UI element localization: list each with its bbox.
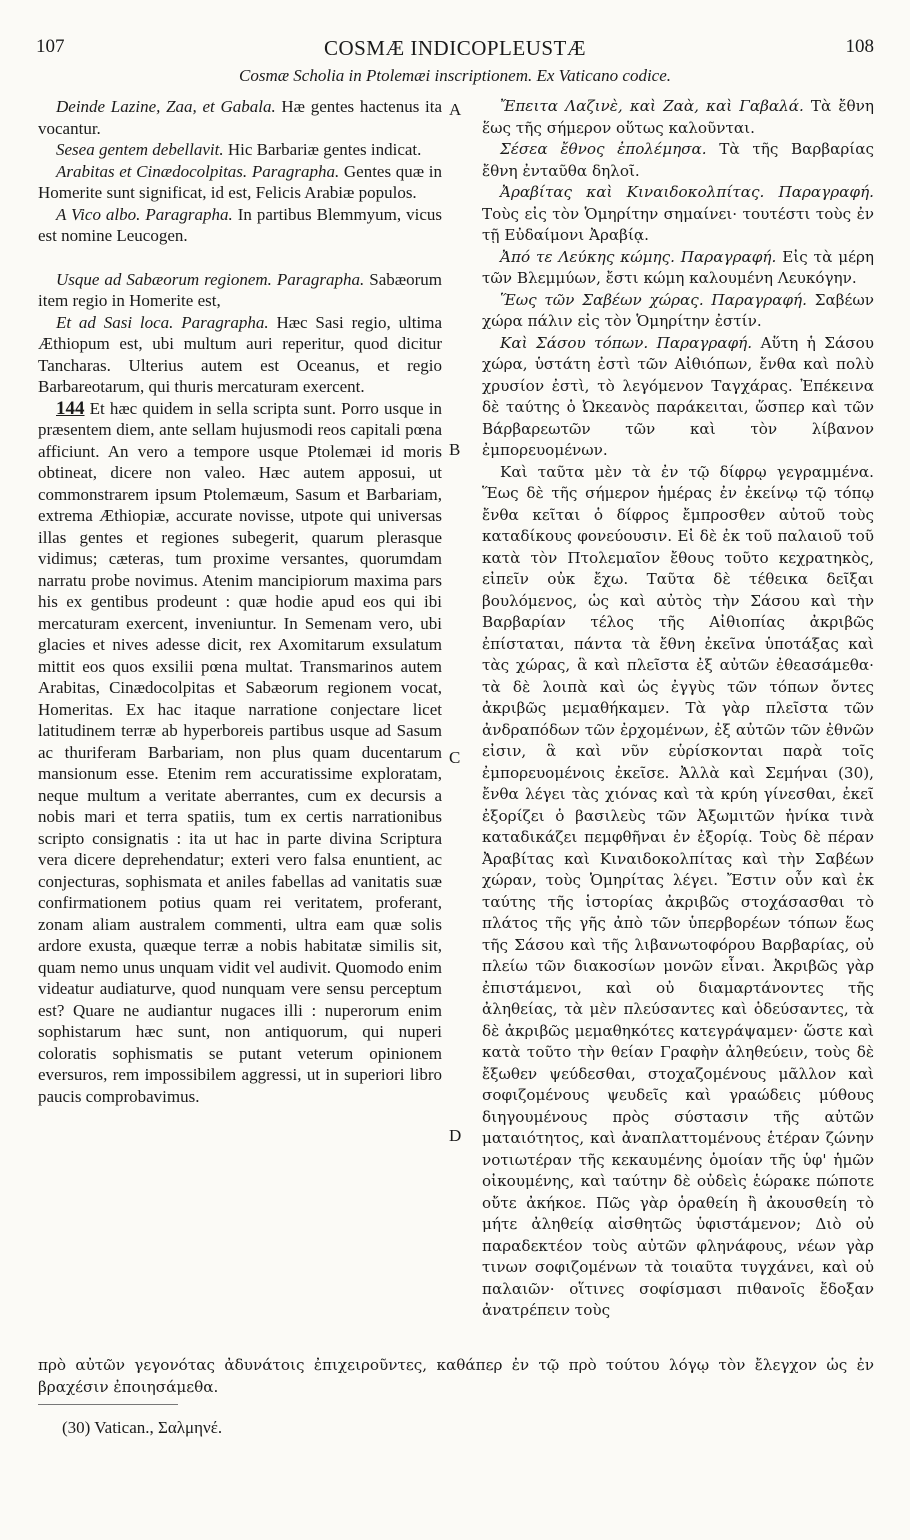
greek-paragraph-7 — [482, 462, 874, 1322]
greek-text-5: Σαβέων χώρα πάλιν εἰς τὸν Ὁμηρίτην ἐστίν. — [482, 290, 875, 330]
latin-lemma-5: Usque ad Sabæorum regionem. Paragrapha. — [56, 269, 365, 289]
latin-paragraph-5 — [38, 269, 442, 312]
latin-lemma-2: Sesea gentem debellavit. — [56, 140, 224, 159]
greek-text-3: Τοὺς εἰς τὸν Ὁμηρίτην σημαίνει· τουτέστι τοὺς ἐν τῇ Εὐδαίμονι Ἀραβίᾳ. — [482, 204, 874, 244]
latin-paragraph-1 — [38, 96, 442, 139]
latin-paragraph-3 — [38, 161, 442, 204]
latin-lemma-6: Et ad Sasi loca. Paragrapha. — [56, 312, 269, 332]
greek-lemma-3: Ἀραβίτας καὶ Κιναιδοκολπίτας. Παραγραφή. — [500, 183, 874, 201]
margin-marker-c: C — [449, 748, 461, 767]
margin-marker-d: D — [449, 1126, 462, 1145]
latin-lemma-1: Deinde Lazine, Zaa, et Gabala. — [56, 97, 276, 116]
latin-text-2: Hic Barbariæ gentes indicat. — [227, 140, 422, 159]
footnote-divider — [38, 1404, 178, 1405]
latin-lemma-3: Arabitas et Cinædocolpitas. Paragrapha. — [56, 161, 340, 181]
margin-marker-b: B — [449, 440, 461, 459]
latin-paragraph-6 — [38, 312, 442, 398]
greek-lemma-2: Σέσεα ἔθνος ἐπολέμησα. — [500, 140, 707, 158]
greek-lemma-4: Ἀπό τε Λεύκης κώμης. Παραγραφή. — [500, 247, 777, 266]
latin-text-5: Sabæorum item regio in Homerite est, — [38, 269, 442, 310]
page-number-right: 108 — [845, 36, 874, 57]
greek-text-4: Εἰς τὰ μέρη τῶν Βλεμμύων, ἔστι κώμη καλουμένη Λευκόγην. — [482, 247, 874, 287]
greek-lemma-5: Ἕως τῶν Σαβέων χώρας. Παραγραφή. — [500, 290, 807, 309]
greek-lemma-6: Καὶ Σάσου τόπων. Παραγραφή. — [500, 333, 753, 352]
section-number: 144 — [56, 397, 85, 419]
latin-text-3: Gentes quæ in Homerite sunt significat, id est, Felicis Arabiæ populos. — [38, 161, 442, 202]
greek-continuation — [38, 1355, 874, 1398]
latin-lemma-4: A Vico albo. Paragrapha. — [56, 204, 233, 224]
greek-paragraph-3 — [482, 182, 874, 247]
greek-lemma-1: Ἔπειτα Λαζινὲ, καὶ Ζαὰ, καὶ Γαβαλά. — [500, 97, 804, 115]
page-number-left: 107 — [36, 36, 65, 57]
greek-column — [482, 96, 874, 1322]
greek-paragraph-5 — [482, 290, 874, 333]
greek-paragraph-4 — [482, 247, 874, 290]
latin-paragraph-2 — [38, 139, 442, 161]
latin-text-6: Hæc Sasi regio, ultima Æthiopum est, ubi multum auri reperitur, quod dicitur Tancharas. Ulterius autem est Oceanus, et regio Barbareotarum, qui thuris mercaturam exercent. — [38, 312, 443, 396]
greek-continuation-text: πρὸ αὐτῶν γεγονότας ἀδυνάτοις ἐπιχειροῦντες, καθάπερ ἐν τῷ πρὸ τούτου λόγῳ τὸν ἔλεγχον ὡς ἐν βραχέσιν ἐποιησάμεθα. — [38, 1356, 874, 1396]
latin-paragraph-4 — [38, 204, 442, 247]
latin-paragraph-7 — [38, 398, 442, 1108]
greek-paragraph-1 — [482, 96, 874, 139]
spacer — [38, 247, 442, 269]
greek-text-1: Τὰ ἔθνη ἕως τῆς σήμερον οὕτως καλοῦνται. — [482, 97, 874, 137]
greek-paragraph-2 — [482, 139, 874, 182]
greek-text-6: Αὕτη ἡ Σάσου χώρα, ὑστάτη ἐστὶ τῶν Αἰθιόπων, ἔνθα καὶ πολὺ χρυσίον ἐστὶ, τὸ λεγόμενον Ταγχάρας. Ἐπέκεινα δὲ ταύτης ὁ Ὠκεανὸς παράκειται, ὥσπερ καὶ τῶν Βάρβαρεωτῶν τῶν καὶ τὸν λίβανον ἐμπορευομένων. — [482, 333, 874, 459]
greek-text-2: Τὰ τῆς Βαρβαρίας ἔθνη ἐνταῦθα δηλοῖ. — [482, 140, 875, 180]
page-subtitle: Cosmæ Scholia in Ptolemæi inscriptionem. Ex Vaticano codice. — [238, 66, 672, 85]
margin-marker-a: A — [449, 100, 462, 119]
greek-paragraph-6 — [482, 333, 874, 462]
page-header — [36, 36, 874, 62]
latin-text-7: Et hæc quidem in sella scripta sunt. Porro usque in præsentem diem, ante sellam hujusmodi reos capitali pœna afficiunt. An vero a tempore usque Ptolemæi id moris obtineat, dicere non valeo. Hæc autem apposui, ut commonstrarem ipsum Ptolemæum, Sasum et Barbariam, extrema Æthiopiæ, accurate novisse, utpote qui universas illas gentes et regiones subegerit, quarum plerasque vidimus; cæteras, tum proxime versantes, quorumdam narratu probe novimus. Atenim mancipiorum maxima pars his ex gentibus prodeunt : quæ hodie apud eos qui ibi mercaturam exercent, inveniuntur. In Semenam vero, ubi glacies et nives adesse dicit, rex Axomitarum exsulatum mittit eos quos exsilii pœna multat. Transmarinos autem Arabitas, Cinædocolpitas et Sabæorum regionem vocat, Homeritas. Ex hac itaque narratione conjectare licet latitudinem terræ ab hyperboreis partibus usque ad Sasum ac thuriferam Barbariam, non plus quam ducentarum mansionum esse. Etenim rem accuratissime exploratam, neque multum a veritate aberrantes, cum ex decursis a nobis mari et terra spatiis, tum ex certis narrationibus scripto consignatis : ita ut hac in parte divina Scriptura vera dicere deprehendatur; exteri vero falsa enuntient, ac conjecturas, sophismata et aniles fabellas ad vanitatis suæ confirmationem potius quam rei veritatem, proferant, zonam aliam australem commenti, ultra eam quæ solis ardore exusta, quæque terræ a nobis habitatæ similis sit, quam nemo unus unquam vidit vel audivit. Quomodo enim videatur audiaturve, quod nunquam vere sensu perceptum est? Quare ne audiantur nugaces illi : nuperorum enim sophistarum hæc sunt, non antiquorum, qui nuperi coloratis sophismatis se putant veterum opinionem eversuros, rem impossibilem aggressi, ut in superiori libro paucis comprobavimus. — [38, 398, 442, 1106]
running-title: COSMÆ INDICOPLEUSTÆ — [323, 36, 587, 60]
footnote: (30) Vatican., Σαλμηνέ. — [62, 1418, 223, 1437]
latin-text-4: In partibus Blemmyum, vicus est nomine Leucogen. — [38, 204, 443, 245]
latin-column — [38, 96, 442, 1107]
latin-text-1: Hæ gentes hactenus ita vocantur. — [38, 97, 443, 138]
greek-text-7: Καὶ ταῦτα μὲν τὰ ἐν τῷ δίφρῳ γεγραμμένα. Ἕως δὲ τῆς σήμερον ἡμέρας ἐν ἐκείνῳ τῷ τόπῳ ἔνθα κεῖται ὁ δίφρος ἔμπροσθεν αὐτοῦ τοὺς καταδίκους φονεύουσιν. Εἰ δὲ ἐκ τοῦ παλαιοῦ τοῦ κατὰ τὸν Πτολεμαῖον ἔθους τοῦτο κεχρατηκὸς, εἰπεῖν οὐκ ἔχω. Ταῦτα δὲ τέθεικα δεῖξαι βουλόμενος, ὡς καὶ αὐτὸς τὴν Σάσου καὶ τὴν Βαρβαρίαν τέλος τῆς Αἰθιοπίας ἀκριβῶς ἐπίσταται, πάντα τὰ ἔθνη ἐκεῖνα ὑποτάξας καὶ τὰς χώρας, ἃ καὶ πλεῖστα ἐξ αὐτῶν ἐθεασάμεθα· τὰ δὲ λοιπὰ καὶ ὡς ἐγγὺς τῶν τόπων ὄντες ἀκριβῶς μεμαθήκαμεν. Τὰ γὰρ πλεῖστα τῶν ἀνδραπόδων τῶν ἐρχομένων, ἐξ αὐτῶν τῶν ἐθνῶν εἰσιν, ἃ καὶ νῦν εὑρίσκονται παρὰ τοῖς ἐμπορευομένοις ἐκεῖσε. Ἀλλὰ καὶ Σεμήναι (30), ἔνθα λέγει τὰς χιόνας καὶ τὰ κρύη γίνεσθαι, ἐκεῖ ἐξορίζει ὁ βασιλεὺς τῶν Ἀξωμιτῶν ἡνίκα τινὰ καταδικάζει πεμφθῆναι ἐν ἐξορίᾳ. Τοὺς δὲ πέραν Ἀραβίτας καὶ Κιναιδοκολπίτας καὶ τὴν Σαβέων χώραν, τοὺς Ὁμηρίτας λέγει. Ἔστιν οὖν καὶ ἐκ ταύτης τῆς ἱστορίας ἀκριβῶς στοχάσασθαι τὸ πλάτος τῆς γῆς ἀπὸ τῶν ὑπερβορέων τόπων ἕως τῆς Σάσου καὶ τῆς λιβανωτοφόρου Βαρβαρίας, οὐ πλείω τῶν διακοσίων μονῶν εἶναι. Ἀκριβῶς γὰρ ἐπιστάμενοι, καὶ οὐ διαμαρτάνοντες τῆς ἀληθείας, τὰ μὲν πλεύσαντες καὶ ὁδεύσαντες, τὰ δὲ ἀκριβῶς μεμαθηκότες κατεγράψαμεν· ὥστε καὶ κατὰ τοῦτο τὴν θείαν Γραφὴν ἀληθεύειν, τοὺς δὲ ἔξωθεν ψεύδεσθαι, στοχαζομένους μᾶλλον καὶ σοφιζομένους ψευδεῖς καὶ γραώδεις μύθους διηγουμένους πρὸς σύστασιν τῆς αὐτῶν ματαιότητος, καὶ ἀναπλαττομένους ἑτέραν ζώνην νοτιωτέραν τῆς κεκαυμένης ὁμοίαν τῆς ὑφ' ἡμῶν οἰκουμένης, καὶ ταύτην δὲ οὐδεὶς ἑώρακε πώποτε οὔτε ἀκήκοε. Πῶς γὰρ ὁραθείη ἢ ἀκουσθείη τὸ μήτε ἀληθείᾳ αἰσθητῶς ὑφιστάμενον; Διὸ οὐ παραδεκτέον τοὺς αὐτῶν φληνάφους, νέων γὰρ τινων σοφιζομένων τὰ τοιαῦτα τυγχάνει, καὶ οὐ παλαιῶν· οἵτινες σοφίσμασι πιθανοῖς ἔδοξαν ἀνατρέπειν τοὺς — [482, 462, 874, 1319]
